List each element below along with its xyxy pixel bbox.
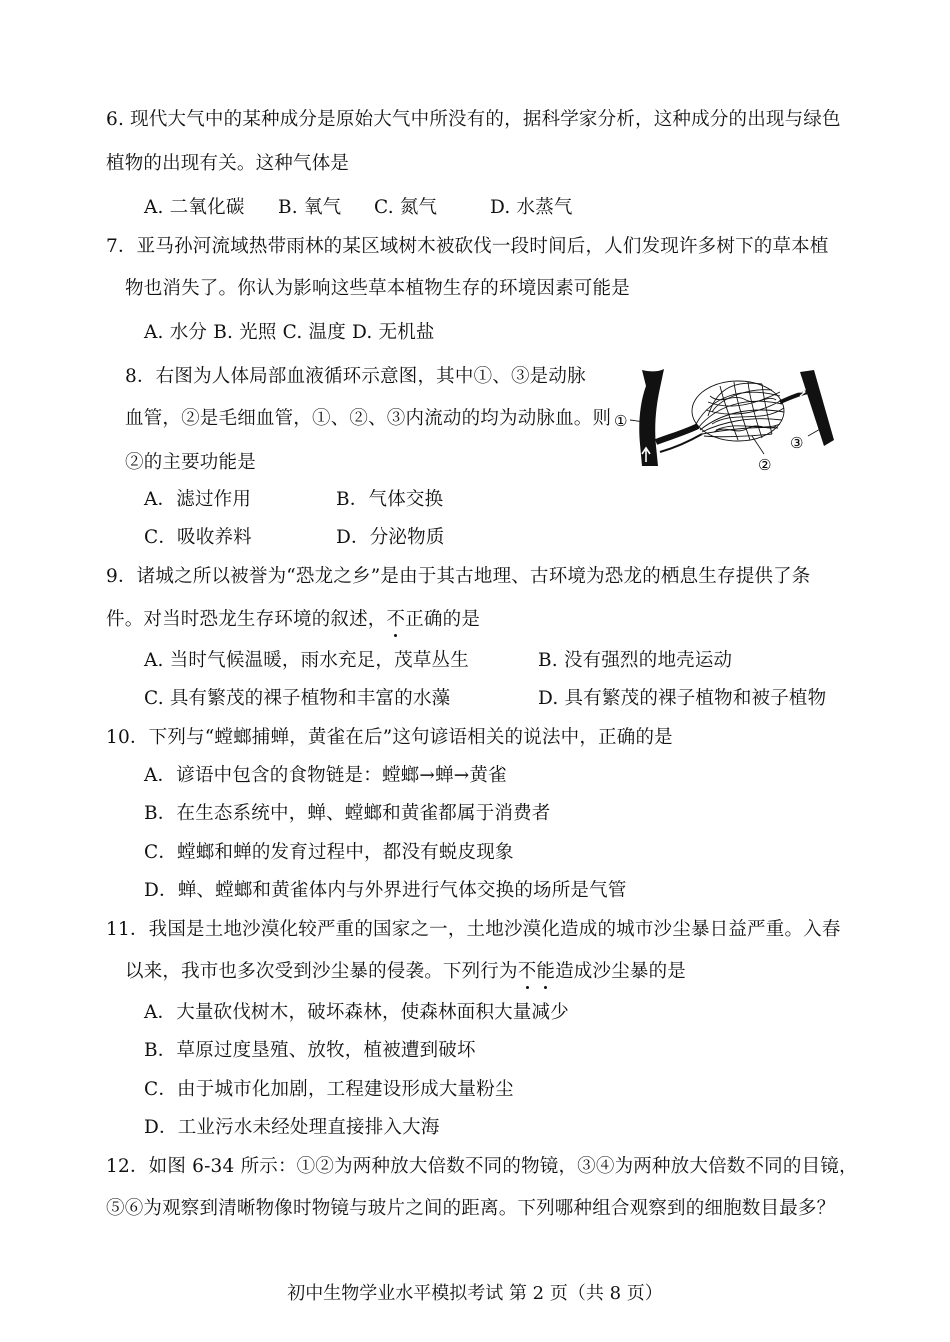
q8-option-a: A．滤过作用 bbox=[144, 489, 252, 510]
q10-stem-line1: 10．下列与“螳螂捕蝉，黄雀在后”这句谚语相关的说法中，正确的是 bbox=[106, 727, 673, 748]
q7-options: A. 水分 B. 光照 C. 温度 D. 无机盐 bbox=[144, 322, 435, 343]
q9-stem-text-end: 正确的是 bbox=[405, 609, 481, 630]
figure-label-2: ② bbox=[758, 456, 772, 474]
q8-stem-line2: 血管，②是毛细血管，①、②、③内流动的均为动脉血。则 bbox=[125, 408, 612, 429]
artery-3-vessel bbox=[800, 370, 834, 446]
q10-option-d: D．蝉、螳螂和黄雀体内与外界进行气体交换的场所是气管 bbox=[144, 880, 627, 901]
figure-label-1: ① bbox=[614, 412, 628, 430]
q11-option-a: A．大量砍伐树木，破坏森林，使森林面积大量减少 bbox=[144, 1002, 569, 1023]
q9-option-b: B. 没有强烈的地壳运动 bbox=[538, 650, 733, 671]
q6-stem-line1: 6. 现代大气中的某种成分是原始大气中所没有的，据科学家分析，这种成分的出现与绿色 bbox=[106, 109, 841, 130]
q11-stem-text: 以来，我市也多次受到沙尘暴的侵袭。下列行为 bbox=[125, 961, 518, 982]
q9-stem-line1: 9．诸城之所以被誉为“恐龙之乡”是由于其古地理、古环境为恐龙的栖息生存提供了条 bbox=[106, 566, 811, 587]
q8-stem-line3: ②的主要功能是 bbox=[125, 452, 256, 473]
q7-stem-line1: 7．亚马孙河流域热带雨林的某区域树木被砍伐一段时间后，人们发现许多树下的草本植 bbox=[106, 236, 829, 257]
capillary-network-2 bbox=[692, 381, 784, 441]
q9-stem-line2 bbox=[106, 608, 480, 632]
q9-stem-text: 件。对当时恐龙生存环境的叙述， bbox=[106, 609, 387, 630]
figure-label-3: ③ bbox=[790, 434, 804, 452]
q9-option-a: A. 当时气候温暖，雨水充足，茂草丛生 bbox=[144, 650, 469, 671]
q6-option-d: D. 水蒸气 bbox=[490, 197, 573, 218]
q8-stem-line1: 8．右图为人体局部血液循环示意图，其中①、③是动脉 bbox=[125, 366, 586, 387]
q11-emphasis-not: 不 bbox=[517, 961, 537, 982]
q9-option-c: C. 具有繁茂的裸子植物和丰富的水藻 bbox=[144, 688, 451, 709]
page-footer: 初中生物学业水平模拟考试 第 2 页（共 8 页） bbox=[287, 1283, 663, 1304]
q11-option-d: D．工业污水未经处理直接排入大海 bbox=[144, 1117, 440, 1138]
q6-option-c: C. 氮气 bbox=[374, 197, 438, 218]
q9-option-d: D. 具有繁茂的裸子植物和被子植物 bbox=[538, 688, 827, 709]
q11-option-b: B．草原过度垦殖、放牧，植被遭到破坏 bbox=[144, 1040, 476, 1061]
blood-circulation-diagram bbox=[612, 366, 842, 478]
q12-stem-line2: ⑤⑥为观察到清晰物像时物镜与玻片之间的距离。下列哪种组合观察到的细胞数目最多？ bbox=[106, 1198, 836, 1219]
q10-option-c: C．螳螂和蝉的发育过程中，都没有蜕皮现象 bbox=[144, 842, 514, 863]
q11-emphasis-can: 能 bbox=[536, 961, 556, 982]
q11-option-c: C．由于城市化加剧，工程建设形成大量粉尘 bbox=[144, 1079, 514, 1100]
q8-option-b: B．气体交换 bbox=[336, 489, 444, 510]
q6-stem-line2: 植物的出现有关。这种气体是 bbox=[106, 153, 350, 174]
q6-option-b: B. 氧气 bbox=[278, 197, 342, 218]
q9-emphasis-not: 不 bbox=[386, 609, 406, 630]
q6-option-a: A. 二氧化碳 bbox=[144, 197, 245, 218]
q8-option-d: D．分泌物质 bbox=[336, 527, 445, 548]
q12-stem-line1: 12．如图 6-34 所示：①②为两种放大倍数不同的物镜，③④为两种放大倍数不同的目镜， bbox=[106, 1156, 858, 1177]
q11-stem-line2 bbox=[125, 960, 686, 984]
q7-stem-line2: 物也消失了。你认为影响这些草本植物生存的环境因素可能是 bbox=[125, 278, 630, 299]
q11-stem-text-end: 造成沙尘暴的是 bbox=[555, 961, 687, 982]
q10-option-a: A．谚语中包含的食物链是：螳螂→蝉→黄雀 bbox=[144, 765, 507, 786]
q8-option-c: C．吸收养料 bbox=[144, 527, 252, 548]
q10-option-b: B．在生态系统中，蝉、螳螂和黄雀都属于消费者 bbox=[144, 803, 551, 824]
q11-stem-line1: 11．我国是土地沙漠化较严重的国家之一，土地沙漠化造成的城市沙尘暴日益严重。入春 bbox=[106, 919, 841, 940]
